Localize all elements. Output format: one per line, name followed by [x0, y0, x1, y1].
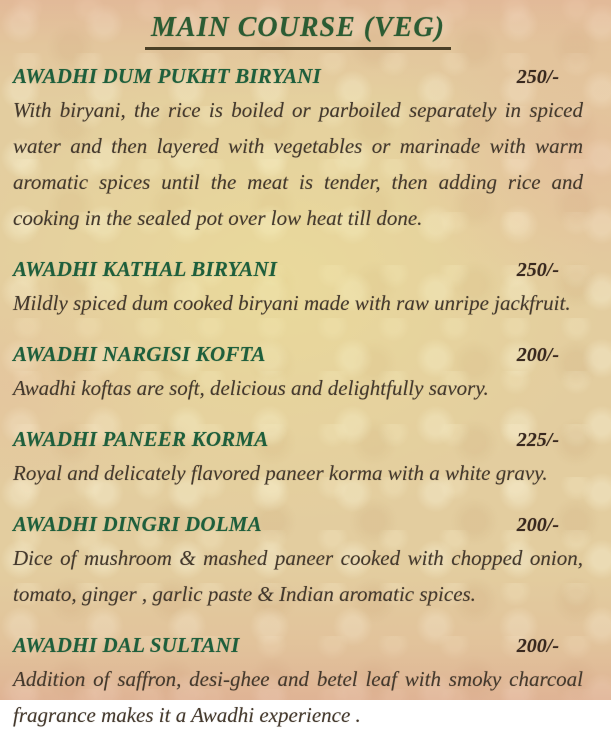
menu-item [13, 427, 583, 491]
item-description: Mildly spiced dum cooked biryani made with raw unripe jackfruit. [13, 291, 571, 315]
menu-item-header [13, 427, 583, 452]
menu-item [13, 633, 583, 733]
menu-item-header [13, 342, 583, 367]
menu-item [13, 342, 583, 406]
menu-item-header [13, 633, 583, 658]
item-price: 200/- [516, 344, 559, 366]
item-description: Dice of mushroom & mashed paneer cooked with chopped onion, tomato, ginger , garlic paste & Indian aromatic spices. [13, 546, 583, 606]
item-name: AWADHI DINGRI DOLMA [13, 512, 262, 536]
item-price: 250/- [516, 259, 559, 281]
item-description: Royal and delicately flavored paneer korma with a white gravy. [13, 461, 548, 485]
menu-item-header [13, 512, 583, 537]
item-price: 225/- [516, 429, 559, 451]
item-name: AWADHI DAL SULTANI [13, 633, 240, 657]
menu-item-header [13, 64, 583, 89]
item-name: AWADHI NARGISI KOFTA [13, 342, 266, 366]
item-name: AWADHI DUM PUKHT BIRYANI [13, 64, 322, 88]
item-name: AWADHI KATHAL BIRYANI [13, 257, 278, 281]
menu-item [13, 257, 583, 321]
menu-item [13, 512, 583, 612]
item-price: 200/- [516, 514, 559, 536]
item-description: Awadhi koftas are soft, delicious and delightfully savory. [13, 376, 489, 400]
item-price: 250/- [516, 66, 559, 88]
item-price: 200/- [516, 635, 559, 657]
item-description: Addition of saffron, desi-ghee and betel leaf with smoky charcoal fragrance makes it a Awadhi experience . [13, 667, 583, 727]
page-title: MAIN COURSE (VEG) [145, 12, 451, 50]
menu-item [13, 64, 583, 236]
item-description: With biryani, the rice is boiled or parboiled separately in spiced water and then layered with vegetables or marinade with warm aromatic spices until the meat is tender, then adding rice and cooking in the sealed pot over low heat till done. [13, 98, 583, 230]
menu-title-row [13, 12, 583, 50]
menu-item-header [13, 257, 583, 282]
item-name: AWADHI PANEER KORMA [13, 427, 269, 451]
